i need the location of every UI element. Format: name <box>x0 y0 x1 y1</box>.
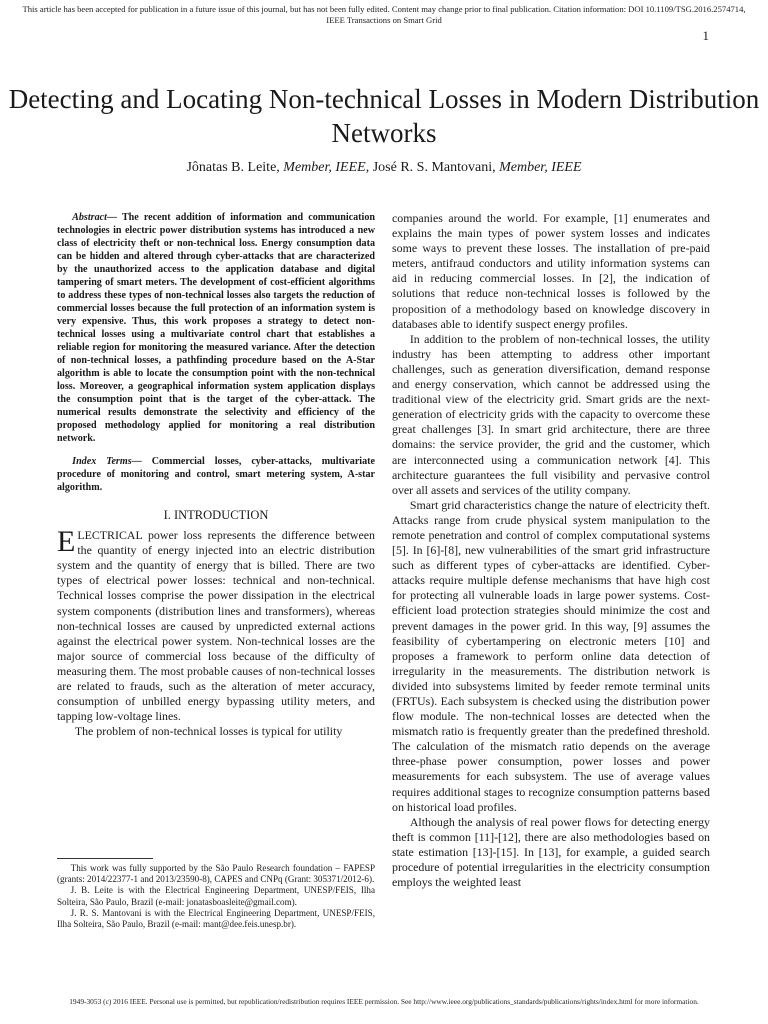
footnote: This work was fully supported by the São Paulo Research foundation – FAPESP (grants: 2014/22377-1 and 2013/23590-8), CAPES and CNPq (Grant: 305371/2012-6). <box>57 863 375 885</box>
index-terms: Index Terms— Commercial losses, cyber-attacks, multivariate procedure of monitoring and control, smart metering system, A-star algorithm. <box>57 456 375 493</box>
footnote-rule <box>57 858 153 859</box>
right-column <box>392 211 710 890</box>
page-number: 1 <box>702 28 709 43</box>
index-terms-label: Index Terms <box>72 456 132 467</box>
footnote: J. R. S. Mantovani is with the Electrical Engineering Department, UNESP/FEIS, Ilha Solteira, São Paulo, Brazil (e-mail: mant@dee.feis.unesp.br). <box>57 907 375 930</box>
abstract-label: Abstract <box>72 212 107 223</box>
abstract: Abstract— The recent addition of information and communication technologies in electric power distribution systems has introduced a new class of electricity theft or non-technical loss. Energy consumption data can be hidden and altered through cyber-attacks that are characterized by the unauthorized access to the application database and digital tampering of smart meters. The development of cost-efficient algorithms to address these types of non-technical losses also targets the reduction of commercial losses because the full protection of an information system is very expensive. Thus, this work proposes a strategy to detect non-technical losses using a multivariate control chart that establishes a reliable region for monitoring the measured variance. After the detection of non-technical losses, a pathfinding procedure based on the A-Star algorithm is able to locate the consumption point with the non-technical loss. Moreover, a geographical information system application displays the consumption point that is the target of the cyber-attack. The numerical results demonstrate the selectivity and efficiency of the proposed methodology applied for monitoring a real distribution network. <box>57 212 375 444</box>
author-line <box>0 160 768 176</box>
body-paragraph: Smart grid characteristics change the nature of electricity theft. Attacks range from crude physical system manipulation to the remote penetration and control of complex computational systems [5]. In [6]-[8], new vulnerabilities of the smart grid infrastructure such as different types of cyber-attacks are identified. Cyber-attacks require multiple defense mechanisms that have high cost for protecting all vulnerable loads in large power systems. Cost-efficient load protection strategies should minimize the cost and prevent damages in the power grid. In this way, [9] assumes the feasibility of cybertampering on electronic meters [10] and proposes a framework to perform online data detection of irregularity in the measurements. The distribution network is divided into subsystems limited by feeder remote terminal units (FRTUs). Each subsystem is checked using the distribution power flow module. The non-technical losses are detected when the mismatch ratio is frequently greater than the predefined threshold. The calculation of the mismatch ratio depends on the average three-phase power consumption, power losses and power measurements for each subsystem. The use of average values requires additional stages to recognize consumption patterns based on historical load profiles. <box>392 497 710 814</box>
intro-paragraph: The problem of non-technical losses is typical for utility <box>74 724 343 739</box>
author-affiliation: Member, IEEE <box>283 160 366 175</box>
index-terms-text: Commercial losses, cyber-attacks, multivariate procedure of monitoring and control, smart metering system, A-star algorithm. <box>57 456 375 493</box>
author-separator: , <box>365 160 373 175</box>
paper-title: Detecting and Locating Non-technical Losses in Modern Distribution Networks <box>8 84 760 148</box>
drop-cap: E <box>57 525 76 559</box>
abstract-text: The recent addition of information and communication technologies in electric power distribution systems has introduced a new class of electricity theft or non-technical loss. Energy consumption data can be hidden and altered through cyber-attacks that are characterized by the unauthorized access to the application database and digital tampering of smart meters. The development of cost-efficient algorithms to address these types of non-technical losses also targets the reduction of commercial losses because the full protection of an information system is very expensive. Thus, this work proposes a strategy to detect non-technical losses using a multivariate control chart that establishes a reliable region for monitoring the measured variance. After the detection of non-technical losses, a pathfinding procedure based on the A-Star algorithm is able to locate the consumption point with the non-technical loss. Moreover, a geographical information system application displays the consumption point that is the target of the cyber-attack. The numerical results demonstrate the selectivity and efficiency of the proposed methodology applied for monitoring a real distribution network. <box>57 212 375 444</box>
section-heading: I. INTRODUCTION <box>163 508 269 522</box>
footnotes <box>57 863 375 930</box>
body-paragraph: Although the analysis of real power flows for detecting energy theft is common [11]-[12], there are also methodologies based on state estimation [13]-[15]. In [13], for example, a guided search procedure of potential irregularities in the electricity consumption employs the weighted least <box>392 814 710 890</box>
copyright-notice: 1949-3053 (c) 2016 IEEE. Personal use is permitted, but republication/redistribution requires IEEE permission. See http://www.ieee.org/publications_standards/publications/rights/index.html for more information. <box>69 997 699 1006</box>
left-column <box>57 211 375 739</box>
body-paragraph: companies around the world. For example, [1] enumerates and explains the main types of power system losses and indicates some ways to prevent these losses. The installation of pre-paid meters, antifraud conductors and utility information systems can aid in reducing commercial losses. In [2], the indication of solutions that reduce non-technical losses is followed by the proposition of a methodology based on knowledge discovery in databases able to identify suspect energy profiles. <box>392 211 710 331</box>
footnote: J. B. Leite is with the Electrical Engineering Department, UNESP/FEIS, Ilha Solteira, São Paulo, Brazil (e-mail: jonatasboasleite@gmail.com). <box>57 885 375 907</box>
author-name: José R. S. Mantovani, <box>372 160 500 175</box>
author-name: Jônatas B. Leite, <box>186 160 284 175</box>
intro-paragraph: ELECTRICAL power loss represents the difference between the quantity of energy injected into an electric distribution system and the quantity of energy that is billed. There are two types of electrical power losses: technical and non-technical. Technical losses comprise the power dissipation in the electrical system components (distribution lines and transformers), whereas non-technical losses are caused by unpredicted external actions against the electrical power system. Non-technical losses are the major source of commercial loss because of the difficulty of measuring them. The most probable causes of non-technical losses are related to frauds, such as the alteration of meter accuracy, consumption of unbilled energy bypassing utility meters, and tapping low-voltage lines. <box>57 525 375 724</box>
author-affiliation: Member, IEEE <box>499 160 582 175</box>
body-paragraph: In addition to the problem of non-technical losses, the utility industry has been attempting to address other important challenges, such as generation diversification, demand response and energy conservation, which cannot be addressed using the traditional view of the electricity grid. Smart grids are the next-generation of electricity grids with the capacity to overcome these great challenges [3]. In smart grid architecture, there are three domains: the service provider, the grid and the customer, which are interconnected using a communication network [4]. This architecture guarantees the full visibility and pervasive control over all assets and services of the utility company. <box>392 331 710 497</box>
journal-banner: This article has been accepted for publication in a future issue of this journal, but has not been fully edited. Content may change prior to final publication. Citation information: DOI 10.1109/TSG.2016.2574714, IEEE Transactions on Smart Grid <box>22 4 746 25</box>
